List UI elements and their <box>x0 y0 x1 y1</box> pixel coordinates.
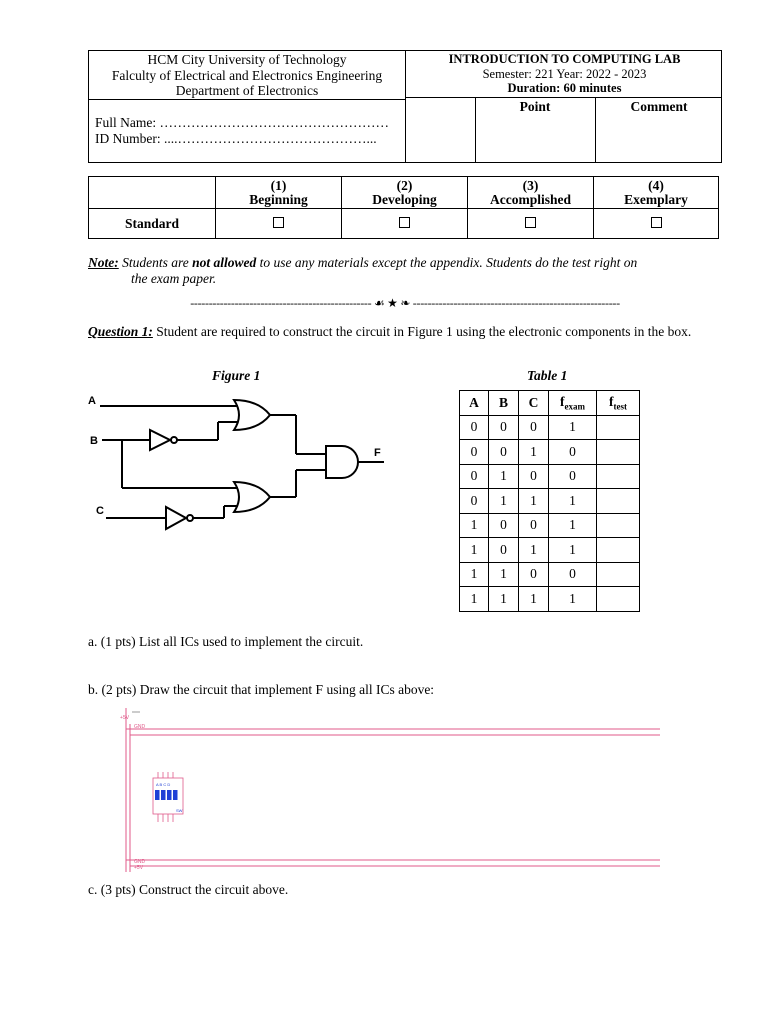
table-cell: 0 <box>460 464 489 489</box>
note-label: Note: <box>88 255 119 270</box>
table-cell: 1 <box>489 464 519 489</box>
table-cell: 1 <box>460 562 489 587</box>
table-cell: 0 <box>519 562 549 587</box>
table-cell: 0 <box>549 440 597 465</box>
rubric-level-1: (1) Beginning <box>216 177 342 209</box>
gnd-label-bottom: GND <box>134 859 146 865</box>
question-1 <box>88 319 698 344</box>
exam-note: Note: Students are not allowed to use any materials except the appendix. Students do the test right on the exam paper. <box>88 255 698 287</box>
ftest-cell[interactable] <box>597 440 640 465</box>
table-cell: 1 <box>519 440 549 465</box>
part-c: c. (3 pts) Construct the circuit above. <box>88 882 289 897</box>
id-number-field[interactable]: ID Number: ....……………………………………... <box>95 131 377 146</box>
dip-switch[interactable] <box>153 772 183 822</box>
ftest-cell[interactable] <box>597 538 640 563</box>
table-cell: 1 <box>549 415 597 440</box>
question-1-label: Question 1: <box>88 324 153 339</box>
rubric-level-2: (2) Developing <box>342 177 468 209</box>
table-cell: 0 <box>519 464 549 489</box>
and-gate <box>326 446 358 478</box>
table-row <box>460 440 640 465</box>
table-cell: 0 <box>489 513 519 538</box>
table-cell: 1 <box>549 587 597 612</box>
department-name: Department of Electronics <box>175 83 319 98</box>
table-cell: 1 <box>519 538 549 563</box>
comment-label: Comment <box>630 99 688 114</box>
table-cell: 1 <box>489 489 519 514</box>
student-info <box>95 115 389 147</box>
switch-c[interactable] <box>167 790 172 800</box>
exam-header <box>88 50 722 163</box>
faculty-name: Falculty of Electrical and Electronics Engineering <box>111 67 383 83</box>
table-row <box>460 415 640 440</box>
table-cell: 0 <box>489 538 519 563</box>
rubric-row-label: Standard <box>89 209 216 239</box>
table-cell: 1 <box>460 513 489 538</box>
table-cell: 1 <box>460 587 489 612</box>
note-emphasis: not allowed <box>192 255 257 270</box>
university-block <box>89 52 405 99</box>
ftest-cell[interactable] <box>597 587 640 612</box>
full-name-field[interactable]: Full Name: …………………………………………… <box>95 115 389 130</box>
checkbox-beginning[interactable] <box>273 217 284 228</box>
not-gate-b <box>150 430 170 450</box>
course-title: INTRODUCTION TO COMPUTING LAB <box>448 52 681 66</box>
table-cell: 0 <box>489 415 519 440</box>
section-separator: ------------------------------------------------- ☙ ★ ❧ -------------------------------------------------------- <box>190 296 620 310</box>
table-cell: 0 <box>489 440 519 465</box>
ftest-cell[interactable] <box>597 415 640 440</box>
input-label-c: C <box>96 505 104 517</box>
breadboard-area[interactable] <box>118 706 663 874</box>
logic-circuit-figure <box>88 388 398 538</box>
th-a: A <box>460 391 489 416</box>
rubric-level-3: (3) Accomplished <box>468 177 594 209</box>
question-1-text: Student are required to construct the circuit in Figure 1 using the electronic components in the box. <box>152 324 692 339</box>
table-cell: 0 <box>549 464 597 489</box>
rubric-corner <box>89 177 216 209</box>
table-cell: 1 <box>460 538 489 563</box>
ftest-cell[interactable] <box>597 464 640 489</box>
table-row <box>460 513 640 538</box>
table-cell: 0 <box>460 440 489 465</box>
ftest-cell[interactable] <box>597 562 640 587</box>
th-b: B <box>489 391 519 416</box>
checkbox-developing[interactable] <box>399 217 410 228</box>
duration-info: Duration: 60 minutes <box>507 81 622 95</box>
table-row <box>460 538 640 563</box>
table-row <box>460 464 640 489</box>
table-row <box>460 562 640 587</box>
point-label: Point <box>519 99 551 114</box>
not-gate-c <box>166 507 186 529</box>
part-b: b. (2 pts) Draw the circuit that implement F using all ICs above: <box>88 682 435 697</box>
header-hline-right <box>405 97 722 98</box>
university-name: HCM City University of Technology <box>147 52 347 67</box>
switch-d[interactable] <box>173 790 178 800</box>
table-cell: 1 <box>489 562 519 587</box>
ftest-cell[interactable] <box>597 489 640 514</box>
gnd-label-top: GND <box>134 724 146 730</box>
rubric-level-4: (4) Exemplary <box>594 177 719 209</box>
vcc-label: +5V <box>120 715 130 721</box>
table-cell: 1 <box>549 489 597 514</box>
or-gate-2 <box>234 482 270 512</box>
note-line2: the exam paper. <box>131 271 217 286</box>
th-c: C <box>519 391 549 416</box>
truth-table <box>459 390 640 612</box>
rubric-table <box>88 176 719 239</box>
table-cell: 0 <box>519 415 549 440</box>
course-block <box>406 52 723 96</box>
output-label-f: F <box>374 447 381 459</box>
or-gate-1 <box>234 400 270 430</box>
switch-labels: A B C D <box>156 782 171 787</box>
figure-caption: Figure 1 <box>212 368 261 383</box>
vcc-label-bottom: +5V <box>134 865 144 871</box>
ftest-cell[interactable] <box>597 513 640 538</box>
input-label-a: A <box>88 395 96 407</box>
semester-info: Semester: 221 Year: 2022 - 2023 <box>482 66 647 81</box>
table-caption: Table 1 <box>527 368 568 383</box>
checkbox-accomplished[interactable] <box>525 217 536 228</box>
not-bubble-b <box>171 437 177 443</box>
not-bubble-c <box>187 515 193 521</box>
table-cell: 1 <box>549 513 597 538</box>
table-cell: 0 <box>519 513 549 538</box>
checkbox-exemplary[interactable] <box>651 217 662 228</box>
switch-a[interactable] <box>155 790 160 800</box>
table-cell: 0 <box>460 415 489 440</box>
switch-b[interactable] <box>161 790 166 800</box>
th-fexam: $f_{exam}$ <box>549 391 597 416</box>
table-cell: 1 <box>519 489 549 514</box>
table-cell: 1 <box>489 587 519 612</box>
table-cell: 1 <box>519 587 549 612</box>
table-row <box>460 587 640 612</box>
table-cell: 0 <box>549 562 597 587</box>
input-label-b: B <box>90 435 98 447</box>
table-cell: 0 <box>460 489 489 514</box>
switch-name: SW <box>176 808 183 813</box>
table-row <box>460 489 640 514</box>
part-a: a. (1 pts) List all ICs used to implement the circuit. <box>88 634 364 649</box>
header-hline-left <box>89 99 405 100</box>
table-cell: 1 <box>549 538 597 563</box>
th-ftest: $f_{test}$ <box>597 391 640 416</box>
